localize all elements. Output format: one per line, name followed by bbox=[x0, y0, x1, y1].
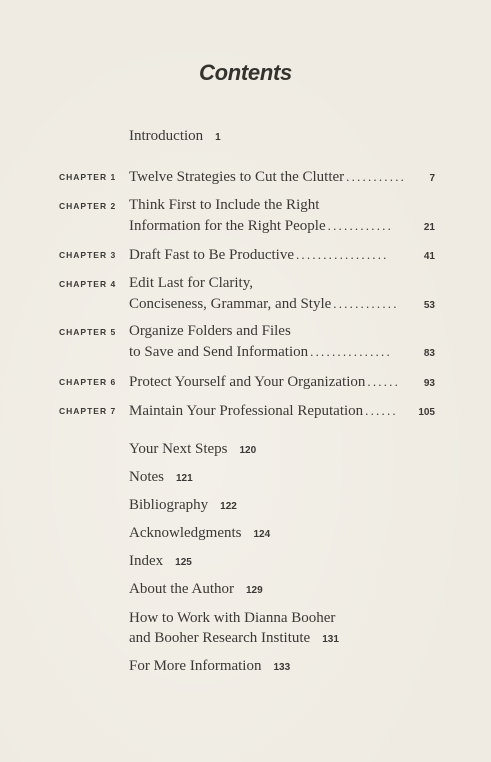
entry-title: Protect Yourself and Your Organization bbox=[129, 374, 366, 390]
chapter-label: CHAPTER 7 bbox=[59, 406, 117, 416]
chapter-label: CHAPTER 4 bbox=[59, 279, 117, 289]
page-number: 21 bbox=[423, 221, 435, 233]
page-number: 124 bbox=[253, 529, 271, 540]
chapter-label: CHAPTER 1 bbox=[59, 172, 117, 182]
entry-title-line-1: How to Work with Dianna Booher bbox=[129, 610, 336, 626]
entry-title: Your Next Steps bbox=[129, 441, 228, 457]
entry-title: For More Information bbox=[129, 658, 262, 674]
entry-title-line-2: Conciseness, Grammar, and Style bbox=[129, 295, 332, 312]
page-number: 122 bbox=[220, 501, 237, 512]
entry-title: Twelve Strategies to Cut the Clutter bbox=[129, 169, 345, 185]
page-number: 131 bbox=[322, 633, 339, 645]
entry-title: Draft Fast to Be Productive bbox=[129, 247, 294, 263]
page-number: 7 bbox=[429, 173, 435, 184]
dot-leader: ...... bbox=[365, 403, 398, 418]
chapter-label: CHAPTER 5 bbox=[59, 327, 117, 337]
entry-title-line-1: Organize Folders and Files bbox=[129, 323, 291, 339]
dot-leader: ...... bbox=[367, 374, 401, 389]
entry-title-line-2: to Save and Send Information bbox=[129, 343, 309, 360]
dot-leader: ................. bbox=[295, 247, 389, 262]
page-title: Contents bbox=[199, 60, 292, 85]
page-number: 120 bbox=[239, 445, 257, 456]
page-number: 1 bbox=[215, 132, 221, 143]
page-number: 133 bbox=[273, 662, 291, 673]
entry-title: About the Author bbox=[129, 581, 234, 597]
dot-leader: ............ bbox=[333, 295, 399, 311]
entry-title: Bibliography bbox=[129, 497, 209, 513]
chapter-label: CHAPTER 2 bbox=[59, 201, 117, 211]
page-number: 83 bbox=[423, 347, 435, 359]
dot-leader: ............... bbox=[310, 343, 392, 359]
entry-title: Notes bbox=[129, 469, 164, 485]
page-number: 129 bbox=[246, 585, 263, 596]
dot-leader: ........... bbox=[346, 169, 407, 184]
entry-title-line-2: and Booher Research Institute bbox=[129, 629, 311, 646]
page-number: 125 bbox=[175, 557, 192, 568]
entry-title: Index bbox=[129, 553, 164, 569]
dot-leader: ............ bbox=[327, 217, 394, 233]
entry-title: Maintain Your Professional Reputation bbox=[129, 403, 364, 419]
page-number: 41 bbox=[423, 251, 435, 262]
entry-title: Introduction bbox=[129, 128, 204, 144]
page-number: 121 bbox=[176, 473, 193, 484]
entry-title-line-1: Think First to Include the Right bbox=[129, 197, 320, 213]
entry-title-line-2: Information for the Right People bbox=[129, 217, 326, 234]
page-number: 105 bbox=[418, 407, 435, 418]
entry-title: Acknowledgments bbox=[129, 525, 242, 541]
chapter-label: CHAPTER 3 bbox=[59, 250, 117, 260]
entry-title-line-1: Edit Last for Clarity, bbox=[129, 275, 253, 291]
page-number: 93 bbox=[423, 378, 435, 389]
page-number: 53 bbox=[423, 299, 435, 311]
chapter-label: CHAPTER 6 bbox=[59, 377, 117, 387]
